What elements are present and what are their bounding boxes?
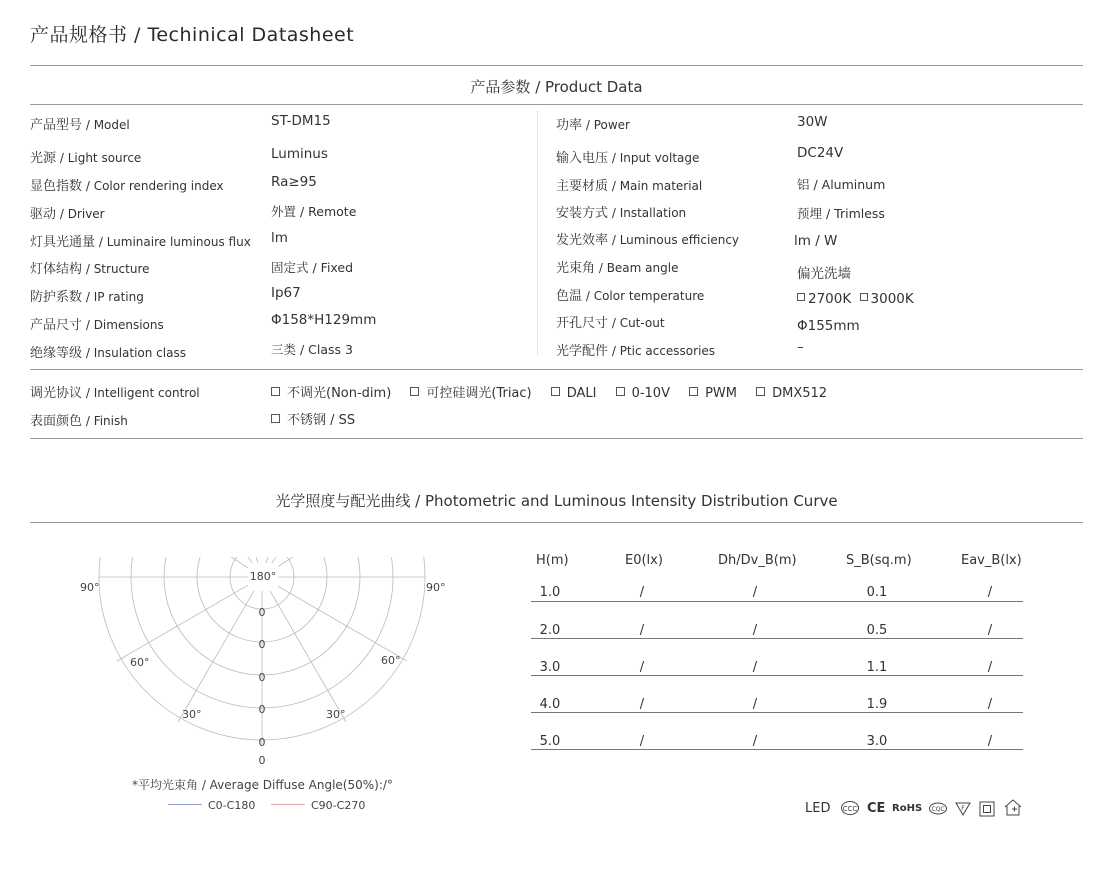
checkbox-2700k[interactable] xyxy=(797,293,805,301)
row-divider xyxy=(531,749,1023,750)
spec-label: 主要材质 / Main material xyxy=(556,179,703,194)
table-cell: / xyxy=(639,585,645,600)
row-divider xyxy=(531,675,1023,676)
checkbox[interactable] xyxy=(756,387,765,396)
polar-scale-label: 0 xyxy=(258,736,266,749)
table-header: S_B(sq.m) xyxy=(846,553,912,568)
spec-label: 开孔尺寸 / Cut-out xyxy=(556,316,665,331)
spec-value: 预埋 / Trimless xyxy=(797,206,885,221)
spec-value: Φ158*H129mm xyxy=(271,312,377,328)
polar-scale-label: 0 xyxy=(258,703,266,716)
spec-value: 铝 / Aluminum xyxy=(797,177,886,192)
divider xyxy=(30,438,1083,439)
spec-label: 光源 / Light source xyxy=(30,151,142,166)
polar-label: 60° xyxy=(130,656,150,669)
spec-value: Φ155mm xyxy=(797,318,860,334)
polar-scale-label: 0 xyxy=(258,606,266,619)
divider xyxy=(30,522,1083,523)
table-cell: / xyxy=(639,734,645,749)
table-cell: / xyxy=(752,660,758,675)
option-dmx512[interactable]: DMX512 xyxy=(756,386,827,401)
polar-label: 30° xyxy=(326,708,346,721)
table-cell: / xyxy=(987,734,993,749)
row-divider xyxy=(531,601,1023,602)
product-data-heading: 产品参数 / Product Data xyxy=(470,78,643,96)
svg-text:CCC: CCC xyxy=(842,805,858,813)
option-stainless-steel[interactable]: 不锈钢 / SS xyxy=(271,413,355,428)
polar-scale-label: 0 xyxy=(258,638,266,651)
column-separator xyxy=(537,111,538,355)
spec-value: 外置 / Remote xyxy=(271,204,357,219)
option-pwm[interactable]: PWM xyxy=(689,386,737,401)
svg-text:F: F xyxy=(961,805,965,812)
table-cell: / xyxy=(987,623,993,638)
spec-value: DC24V xyxy=(797,145,844,161)
checkbox-3000k[interactable] xyxy=(860,293,868,301)
table-cell: 0.1 xyxy=(866,585,888,600)
table-cell: 4.0 xyxy=(539,697,561,712)
spec-value: lm xyxy=(271,230,288,246)
page-title: 产品规格书 / Techinical Datasheet xyxy=(30,24,355,46)
spec-value: Ip67 xyxy=(271,285,301,301)
table-header: Eav_B(lx) xyxy=(961,553,1022,568)
checkbox[interactable] xyxy=(271,387,280,396)
spec-label: 显色指数 / Color rendering index xyxy=(30,179,224,194)
spec-value: Luminus xyxy=(271,146,328,162)
table-cell: 3.0 xyxy=(866,734,888,749)
polar-label: 90° xyxy=(426,581,446,594)
checkbox[interactable] xyxy=(689,387,698,396)
control-options xyxy=(271,382,841,401)
indoor-use-mark-icon xyxy=(1003,798,1023,817)
divider xyxy=(30,65,1083,66)
polar-scale-label: 0 xyxy=(258,671,266,684)
table-cell: 3.0 xyxy=(539,660,561,675)
spec-label: 产品尺寸 / Dimensions xyxy=(30,318,164,333)
spec-label: 灯具光通量 / Luminaire luminous flux xyxy=(30,235,251,250)
table-cell: 2.0 xyxy=(539,623,561,638)
table-cell: / xyxy=(987,585,993,600)
spec-label: 色温 / Color temperature xyxy=(556,289,705,304)
table-header: E0(lx) xyxy=(625,553,663,568)
polar-intensity-diagram xyxy=(60,545,470,770)
checkbox[interactable] xyxy=(616,387,625,396)
spec-value: Ra≥95 xyxy=(271,174,317,190)
finish-label: 表面颜色 / Finish xyxy=(30,414,128,429)
photometric-heading: 光学照度与配光曲线 / Photometric and Luminous Intensity Distribution Curve xyxy=(275,492,838,510)
ce-mark-icon: CE xyxy=(867,801,886,816)
beam-angle-note: *平均光束角 / Average Diffuse Angle(50%):/° xyxy=(132,778,393,792)
table-cell: / xyxy=(752,585,758,600)
checkbox[interactable] xyxy=(551,387,560,396)
table-cell: / xyxy=(639,697,645,712)
option-0-10v[interactable]: 0-10V xyxy=(616,386,670,401)
table-cell: 1.0 xyxy=(539,585,561,600)
row-divider xyxy=(531,638,1023,639)
spec-label: 光学配件 / Ptic accessories xyxy=(556,344,716,359)
divider xyxy=(30,104,1083,105)
spec-label: 灯体结构 / Structure xyxy=(30,262,150,277)
spec-value: 固定式 / Fixed xyxy=(271,260,354,275)
spec-value: 30W xyxy=(797,114,828,130)
table-cell: / xyxy=(987,660,993,675)
checkbox[interactable] xyxy=(271,414,280,423)
row-divider xyxy=(531,712,1023,713)
finish-options xyxy=(271,409,369,428)
polar-label: 180° xyxy=(249,570,277,583)
table-cell: / xyxy=(752,697,758,712)
table-cell: 1.1 xyxy=(866,660,888,675)
table-cell: / xyxy=(639,660,645,675)
polar-label: 60° xyxy=(381,654,401,667)
option-non-dim[interactable]: 不调光(Non-dim) xyxy=(271,386,391,401)
table-cell: / xyxy=(639,623,645,638)
led-mark: LED xyxy=(805,801,831,816)
spec-value: ST-DM15 xyxy=(271,113,331,129)
divider xyxy=(30,369,1083,370)
color-temperature-options: 2700K 3000K xyxy=(797,291,914,307)
rohs-mark-icon: RoHS xyxy=(892,803,923,814)
table-cell: / xyxy=(987,697,993,712)
ccc-mark-icon xyxy=(840,800,860,816)
table-cell: / xyxy=(752,623,758,638)
table-cell: / xyxy=(752,734,758,749)
spec-value: – xyxy=(797,339,804,355)
spec-label: 产品型号 / Model xyxy=(30,118,130,133)
legend-swatch xyxy=(168,804,202,805)
spec-label: 功率 / Power xyxy=(556,118,630,133)
table-header: H(m) xyxy=(536,553,569,568)
polar-label: 30° xyxy=(182,708,202,721)
spec-value: lm / W xyxy=(794,233,838,249)
legend-item-c0: C0-C180 xyxy=(168,799,255,812)
checkbox[interactable] xyxy=(410,387,419,396)
control-label: 调光协议 / Intelligent control xyxy=(30,386,200,401)
spec-value: 偏光洗墙 xyxy=(797,266,851,282)
spec-label: 防护系数 / IP rating xyxy=(30,290,144,305)
polar-scale-label: 0 xyxy=(258,754,266,767)
spec-label: 驱动 / Driver xyxy=(30,207,105,222)
cqc-mark-icon xyxy=(928,802,948,815)
legend-swatch xyxy=(271,804,305,805)
spec-label: 安装方式 / Installation xyxy=(556,206,687,221)
class-ii-mark-icon xyxy=(979,801,995,817)
spec-label: 发光效率 / Luminous efficiency xyxy=(556,233,740,248)
legend-item-c90: C90-C270 xyxy=(271,799,365,812)
option-triac[interactable]: 可控硅调光(Triac) xyxy=(410,386,531,401)
table-cell: 0.5 xyxy=(866,623,888,638)
spec-label: 绝缘等级 / Insulation class xyxy=(30,346,186,361)
option-dali[interactable]: DALI xyxy=(551,386,597,401)
table-header: Dh/Dv_B(m) xyxy=(718,553,797,568)
table-cell: 1.9 xyxy=(866,697,888,712)
spec-value: 三类 / Class 3 xyxy=(271,342,353,357)
table-cell: 5.0 xyxy=(539,734,561,749)
spec-label: 输入电压 / Input voltage xyxy=(556,151,700,166)
polar-label: 90° xyxy=(80,581,100,594)
svg-text:CQC: CQC xyxy=(931,806,945,813)
triangle-f-mark-icon xyxy=(955,802,971,816)
spec-label: 光束角 / Beam angle xyxy=(556,261,679,276)
